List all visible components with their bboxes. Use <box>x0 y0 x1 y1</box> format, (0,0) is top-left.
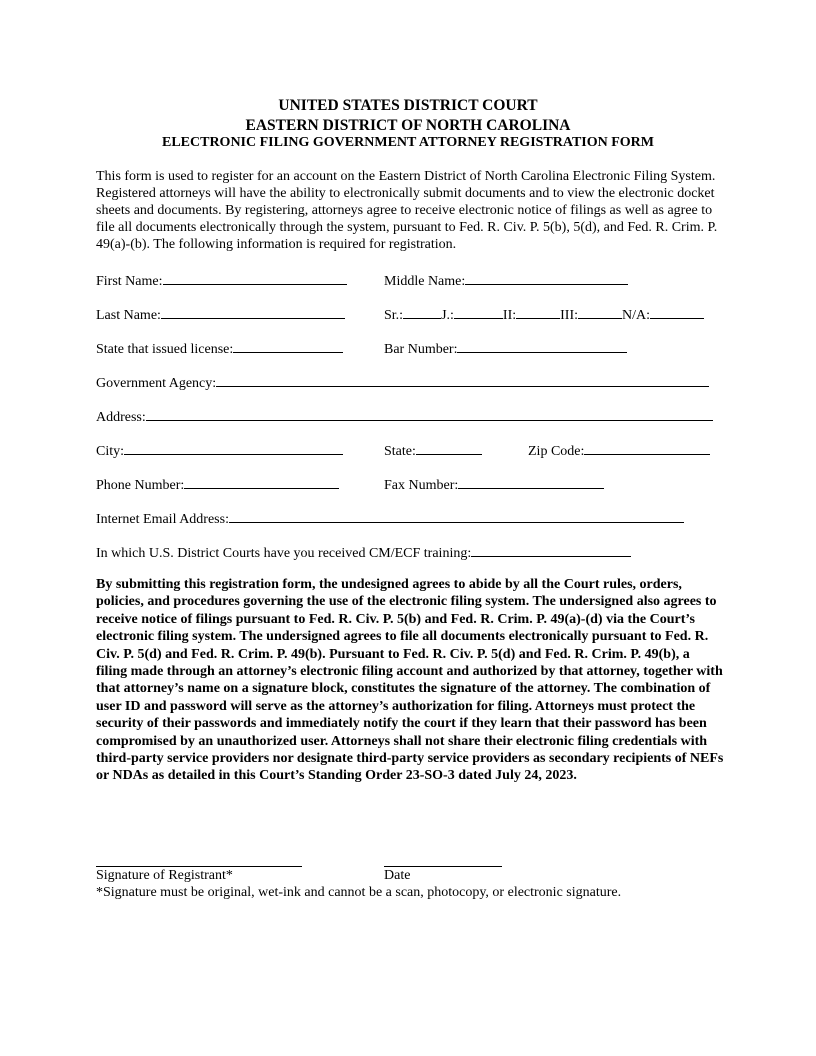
bar-number-field[interactable] <box>384 339 627 358</box>
state-license-label: State that issued license: <box>96 342 234 357</box>
training-line[interactable] <box>471 543 631 557</box>
state-field[interactable] <box>384 441 482 460</box>
suffix-na-label: N/A: <box>622 308 651 323</box>
first-name-field[interactable] <box>96 271 347 290</box>
email-field[interactable] <box>96 509 684 528</box>
middle-name-line[interactable] <box>465 271 628 285</box>
suffix-sr-label: Sr.: <box>384 308 404 323</box>
state-license-field[interactable] <box>96 339 343 358</box>
state-license-line[interactable] <box>233 339 343 353</box>
zip-label: Zip Code: <box>528 444 585 459</box>
suffix-ii-line[interactable] <box>516 305 560 319</box>
suffix-ii-label: II: <box>502 308 517 323</box>
training-field[interactable] <box>96 543 631 562</box>
city-label: City: <box>96 444 125 459</box>
fax-label: Fax Number: <box>384 478 459 493</box>
city-line[interactable] <box>124 441 343 455</box>
suffix-sr-line[interactable] <box>403 305 441 319</box>
bar-number-label: Bar Number: <box>384 342 458 357</box>
email-line[interactable] <box>229 509 684 523</box>
suffix-iii-line[interactable] <box>578 305 622 319</box>
zip-field[interactable] <box>528 441 710 460</box>
state-label: State: <box>384 444 416 459</box>
state-line[interactable] <box>416 441 482 455</box>
district-name: EASTERN DISTRICT OF NORTH CAROLINA <box>245 117 571 134</box>
agency-field[interactable] <box>96 373 709 392</box>
bar-number-line[interactable] <box>457 339 627 353</box>
training-label: In which U.S. District Courts have you received CM/ECF training: <box>96 546 472 561</box>
signature-line[interactable] <box>96 866 302 867</box>
agency-line[interactable] <box>216 373 709 387</box>
last-name-field[interactable] <box>96 305 345 324</box>
agreement-paragraph: By submitting this registration form, the undesigned agrees to abide by all the Court rules, orders, policies, and procedures governing the use of the electronic filing system. The undersigned also agrees to receive notice of filings pursuant to Fed. R. Civ. P. 5(b) and Fed. R. Crim. P. 49(a)-(d) via the Court’s electronic filing system. The undersigned agrees to file all documents electronically pursuant to Fed. R. Civ. P. 5(d) and Fed. R. Crim. P. 49(b). Pursuant to Fed. R. Civ. P. 5(d) and Fed. R. Crim. P. 49(b), a filing made through an attorney’s electronic filing account and authorized by that attorney, together with that attorney’s name on a signature block, constitutes the signature of the attorney. The combination of user ID and password will serve as the attorney’s authorization for filing. Attorneys must protect the security of their passwords and immediately notify the court if they learn that their password has been compromised by an unauthorized user. Attorneys shall not share their electronic filing credentials with third-party service providers nor designate third-party service providers as secondary recipients of NEFs or NDAs as detailed in this Court’s Standing Order 23-SO-3 dated July 24, 2023. <box>96 577 724 784</box>
court-name: UNITED STATES DISTRICT COURT <box>278 97 538 114</box>
last-name-line[interactable] <box>161 305 345 319</box>
address-field[interactable] <box>96 407 713 426</box>
date-label: Date <box>384 868 411 883</box>
first-name-label: First Name: <box>96 274 163 289</box>
phone-field[interactable] <box>96 475 339 494</box>
first-name-line[interactable] <box>163 271 347 285</box>
address-label: Address: <box>96 410 146 425</box>
suffix-na-line[interactable] <box>650 305 704 319</box>
fax-field[interactable] <box>384 475 604 494</box>
signature-footnote: *Signature must be original, wet-ink and cannot be a scan, photocopy, or electronic signature. <box>96 885 622 900</box>
last-name-label: Last Name: <box>96 308 161 323</box>
intro-paragraph: This form is used to register for an account on the Eastern District of North Carolina Electronic Filing System. Registered attorneys will have the ability to electronically submit documents and to view the electronic docket sheets and documents. By registering, attorneys agree to receive electronic notice of filings as well as agree to file all documents electronically through the system, pursuant to Fed. R. Civ. P. 5(b), 5(d), and Fed. R. Crim. P. 49(a)-(b). The following information is required for registration. <box>96 169 718 252</box>
city-field[interactable] <box>96 441 343 460</box>
fax-line[interactable] <box>458 475 604 489</box>
agency-label: Government Agency: <box>96 376 217 391</box>
email-label: Internet Email Address: <box>96 512 229 527</box>
suffix-iii-label: III: <box>560 308 579 323</box>
suffix-field[interactable] <box>384 305 704 324</box>
zip-line[interactable] <box>584 441 710 455</box>
form-title: ELECTRONIC FILING GOVERNMENT ATTORNEY REGISTRATION FORM <box>161 135 655 150</box>
phone-line[interactable] <box>184 475 339 489</box>
middle-name-label: Middle Name: <box>384 274 466 289</box>
suffix-jr-line[interactable] <box>454 305 503 319</box>
suffix-jr-label: J.: <box>441 308 454 323</box>
address-line[interactable] <box>146 407 713 421</box>
signature-label: Signature of Registrant* <box>96 868 233 883</box>
middle-name-field[interactable] <box>384 271 628 290</box>
date-line[interactable] <box>384 866 502 867</box>
phone-label: Phone Number: <box>96 478 185 493</box>
